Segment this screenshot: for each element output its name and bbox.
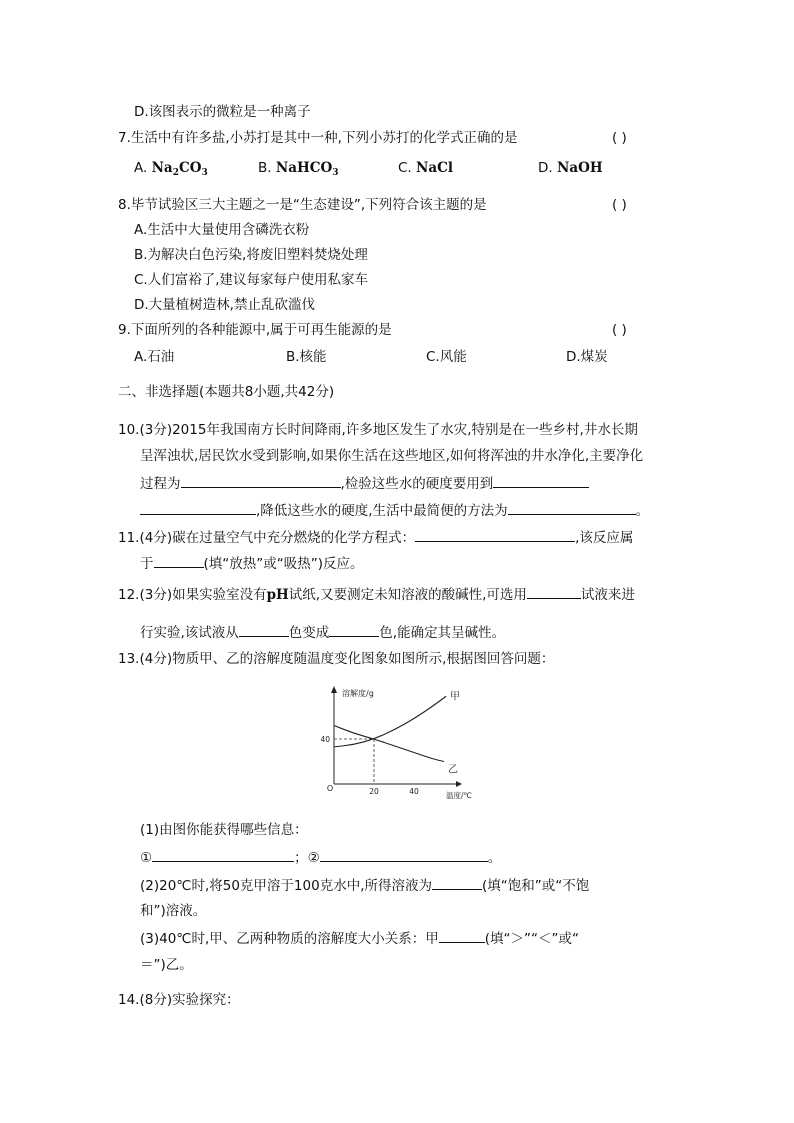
q13-blank-info-1[interactable] (152, 847, 294, 862)
q7-answer-paren: ( ) (612, 130, 627, 146)
q14-stem: 14.(8分)实验探究： (118, 992, 240, 1008)
y-axis-arrow (331, 686, 337, 693)
q8-option-c: C.人们富裕了,建议每家每户使用私家车 (134, 272, 369, 288)
q10-blank-purification[interactable] (181, 473, 341, 488)
q7-stem: 7.生活中有许多盐,小苏打是其中一种,下列小苏打的化学式正确的是 (118, 130, 518, 146)
q11-line-1: 11.(4分)碳在过量空气中充分燃烧的化学方程式： ,该反应属 (118, 527, 633, 548)
q12-blank-color-to[interactable] (329, 622, 379, 637)
series-label-jia: 甲 (450, 691, 460, 703)
q10-blank-softening[interactable] (508, 500, 636, 515)
q12-line-2: 行实验,该试液从 色变成 色,能确定其呈碱性。 (140, 622, 505, 643)
q8-answer-paren: ( ) (612, 197, 627, 213)
q12-blank-color-from[interactable] (239, 622, 289, 637)
origin-label: O (326, 784, 334, 793)
q11-blank-heat[interactable] (154, 553, 204, 568)
q10-line-1: 10.(3分)2015年我国南方长时间降雨,许多地区发生了水灾,特别是在一些乡村,井水长期 (118, 422, 638, 438)
x-axis-arrow (456, 781, 462, 787)
q13-stem: 13.(4分)物质甲、乙的溶解度随温度变化图象如图所示,根据图回答问题： (118, 651, 555, 667)
q8-stem: 8.毕节试验区三大主题之一是“生态建设”,下列符合该主题的是 (118, 197, 487, 213)
x-axis-label: 温度/℃ (446, 791, 472, 800)
section-2-title: 二、非选择题(本题共8小题,共42分) (118, 384, 335, 400)
q7-option-d: D. NaOH (538, 160, 603, 176)
q13-blank-saturation[interactable] (432, 875, 482, 890)
q11-blank-equation[interactable] (415, 527, 575, 542)
q9-option-d: D.煤炭 (566, 349, 608, 365)
q10-line-4: ,降低这些水的硬度,生活中最简便的方法为 。 (140, 500, 649, 521)
q9-option-a: A.石油 (134, 349, 175, 365)
q11-line-2: 于 (填“放热”或“吸热”)反应。 (140, 553, 364, 574)
series-label-yi: 乙 (448, 764, 458, 776)
x-tick-label: 20 (369, 787, 379, 796)
q7-option-b: B. NaHCO$_3$ (258, 160, 339, 178)
q6-option-d: D.该图表示的微粒是一种离子 (134, 104, 311, 120)
q13-sub-3-line-2: ＝”)乙。 (140, 957, 193, 973)
q10-blank-hardness-test-cont[interactable] (140, 500, 256, 515)
q13-blank-info-2[interactable] (320, 847, 488, 862)
q13-sub-1-answers: ① ；② 。 (140, 847, 501, 868)
q10-line-2: 呈浑浊状,居民饮水受到影响,如果你生活在这些地区,如何将浑浊的井水净化,主要净化 (140, 448, 644, 464)
q13-sub-3-line-1: (3)40℃时,甲、乙两种物质的溶解度大小关系：甲 (填“＞”“＜”或“ (140, 928, 579, 949)
q12-blank-indicator[interactable] (527, 584, 581, 599)
q9-answer-paren: ( ) (612, 322, 627, 338)
q13-sub-1: (1)由图你能获得哪些信息： (140, 822, 308, 838)
x-tick-label: 40 (409, 787, 419, 796)
y-tick-label: 40 (320, 735, 330, 744)
q9-option-b: B.核能 (286, 349, 327, 365)
q7-option-c: C. NaCl (398, 160, 453, 176)
q9-option-c: C.风能 (426, 349, 467, 365)
q13-blank-compare[interactable] (439, 928, 485, 943)
q8-option-b: B.为解决白色污染,将废旧塑料焚烧处理 (134, 247, 368, 263)
q13-sub-2-line-2: 和”)溶液。 (140, 903, 207, 919)
q10-line-3: 过程为 ,检验这些水的硬度要用到 (140, 473, 589, 494)
q8-option-d: D.大量植树造林,禁止乱砍滥伐 (134, 297, 315, 313)
y-axis-label: 溶解度/g (342, 689, 374, 698)
q13-sub-2-line-1: (2)20℃时,将50克甲溶于100克水中,所得溶液为 (填“饱和”或“不饱 (140, 875, 589, 896)
q10-blank-hardness-test[interactable] (493, 473, 589, 488)
q8-option-a: A.生活中大量使用含磷洗衣粉 (134, 222, 310, 238)
q9-stem: 9.下面所列的各种能源中,属于可再生能源的是 (118, 322, 392, 338)
solubility-chart (314, 684, 484, 804)
q7-option-a: A. $Na_2CO_3$ (134, 160, 208, 178)
series-line-yi (334, 726, 444, 762)
q12-line-1: 12.(3分)如果实验室没有pH试纸,又要测定未知溶液的酸碱性,可选用 试液来进 (118, 584, 635, 605)
